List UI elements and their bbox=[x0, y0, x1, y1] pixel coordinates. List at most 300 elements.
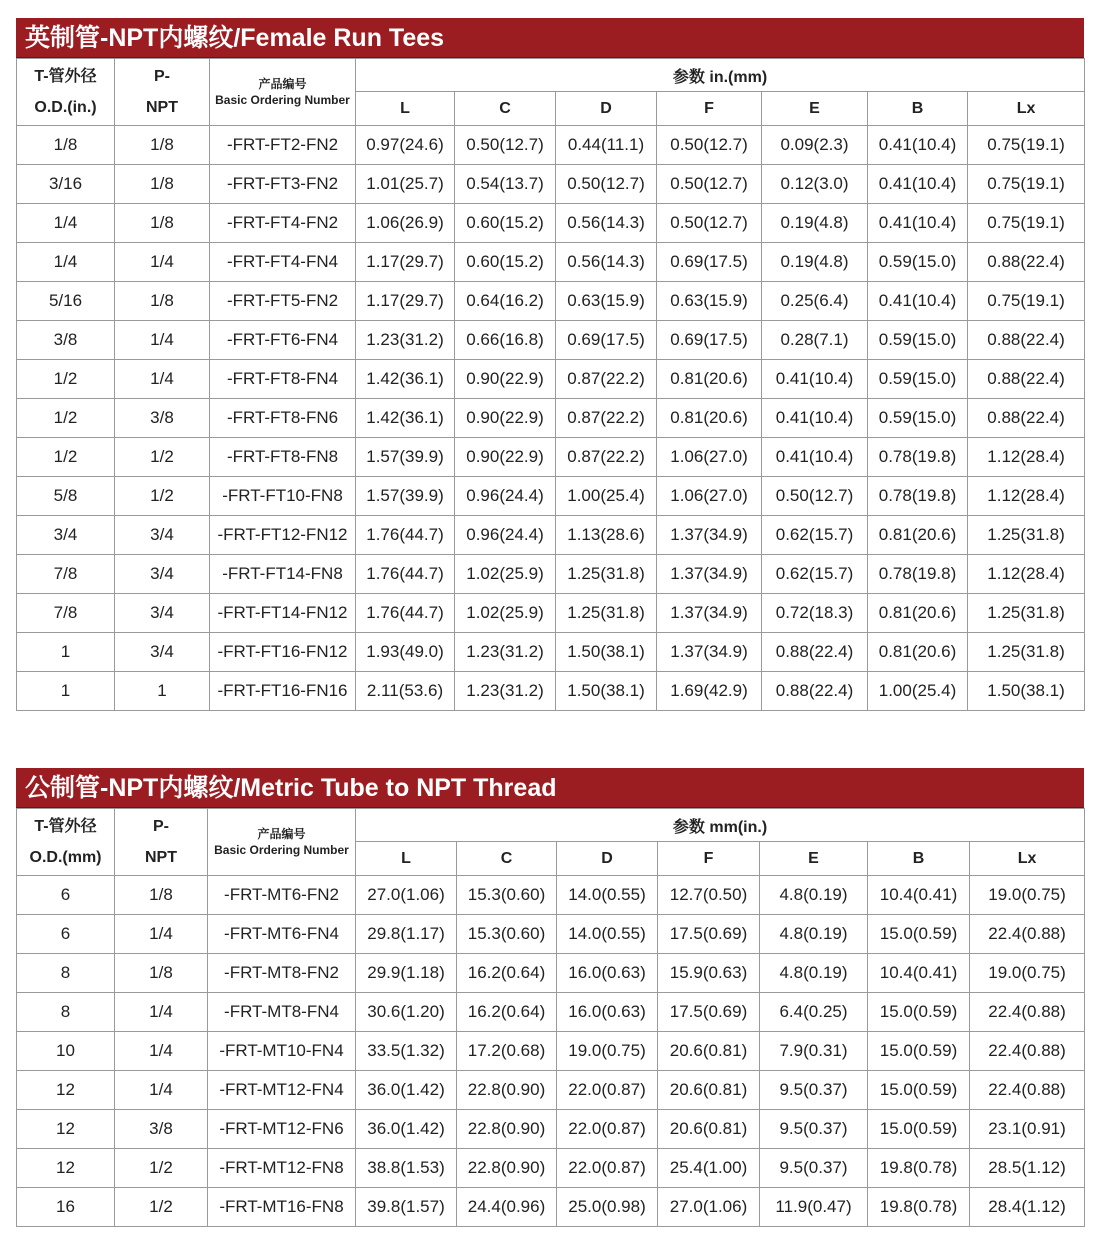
dim-header-c: C bbox=[455, 92, 556, 126]
table-cell: 15.0(0.59) bbox=[868, 1071, 970, 1110]
table-cell: 22.4(0.88) bbox=[970, 1032, 1085, 1071]
table-row bbox=[17, 915, 1085, 954]
col-ordering-en: Basic Ordering Number bbox=[214, 843, 349, 857]
table-cell: 0.78(19.8) bbox=[868, 555, 968, 594]
table-cell: 1.23(31.2) bbox=[455, 633, 556, 672]
table-cell: 15.0(0.59) bbox=[868, 915, 970, 954]
table-cell: 7/8 bbox=[17, 594, 115, 633]
table-cell: 15.0(0.59) bbox=[868, 1110, 970, 1149]
params-header: 参数 in.(mm) bbox=[356, 59, 1085, 92]
dim-header-e: E bbox=[762, 92, 868, 126]
col-npt-line1: P- bbox=[153, 818, 169, 835]
metric-section bbox=[16, 768, 1084, 1227]
table-cell: 0.54(13.7) bbox=[455, 165, 556, 204]
table-cell: 15.3(0.60) bbox=[457, 876, 557, 915]
table-cell: 4.8(0.19) bbox=[760, 915, 868, 954]
table-cell: 3/4 bbox=[115, 516, 210, 555]
table-cell: 0.64(16.2) bbox=[455, 282, 556, 321]
ordering-number-cell: -FRT-FT16-FN16 bbox=[210, 672, 356, 711]
table-row bbox=[17, 672, 1085, 711]
table-cell: 0.50(12.7) bbox=[455, 126, 556, 165]
table-cell: 1 bbox=[17, 672, 115, 711]
table-cell: 0.81(20.6) bbox=[868, 633, 968, 672]
table-cell: 1/4 bbox=[115, 993, 208, 1032]
table-cell: 22.4(0.88) bbox=[970, 1071, 1085, 1110]
table-cell: 0.96(24.4) bbox=[455, 477, 556, 516]
table-cell: 0.41(10.4) bbox=[762, 360, 868, 399]
table-cell: 1/4 bbox=[17, 204, 115, 243]
table-cell: 16.2(0.64) bbox=[457, 993, 557, 1032]
table-cell: 0.63(15.9) bbox=[556, 282, 657, 321]
table-cell: 9.5(0.37) bbox=[760, 1149, 868, 1188]
table-row bbox=[17, 954, 1085, 993]
ordering-number-cell: -FRT-FT8-FN8 bbox=[210, 438, 356, 477]
table-cell: 0.50(12.7) bbox=[657, 165, 762, 204]
table-cell: 1/8 bbox=[115, 165, 210, 204]
table-cell: 6 bbox=[17, 915, 115, 954]
table-cell: 1.76(44.7) bbox=[356, 594, 455, 633]
table-cell: 0.97(24.6) bbox=[356, 126, 455, 165]
table-row bbox=[17, 204, 1085, 243]
col-npt-line2: NPT bbox=[145, 849, 177, 866]
params-header: 参数 mm(in.) bbox=[356, 809, 1085, 842]
ordering-number-cell: -FRT-FT3-FN2 bbox=[210, 165, 356, 204]
table-cell: 1/2 bbox=[17, 399, 115, 438]
table-cell: 0.75(19.1) bbox=[968, 282, 1085, 321]
table-cell: 1.69(42.9) bbox=[657, 672, 762, 711]
table-cell: 0.88(22.4) bbox=[762, 672, 868, 711]
ordering-number-cell: -FRT-MT16-FN8 bbox=[208, 1188, 356, 1227]
table-cell: 5/16 bbox=[17, 282, 115, 321]
ordering-number-cell: -FRT-MT8-FN4 bbox=[208, 993, 356, 1032]
table-cell: 0.88(22.4) bbox=[762, 633, 868, 672]
table-cell: 1/2 bbox=[17, 360, 115, 399]
table-cell: 6.4(0.25) bbox=[760, 993, 868, 1032]
table-cell: 0.72(18.3) bbox=[762, 594, 868, 633]
table-cell: 0.81(20.6) bbox=[657, 360, 762, 399]
table-cell: 0.69(17.5) bbox=[657, 321, 762, 360]
table-cell: 25.0(0.98) bbox=[557, 1188, 658, 1227]
table-row bbox=[17, 555, 1085, 594]
table-cell: 0.41(10.4) bbox=[762, 438, 868, 477]
table-cell: 0.41(10.4) bbox=[762, 399, 868, 438]
table-cell: 0.75(19.1) bbox=[968, 204, 1085, 243]
metric-title: 公制管-NPT内螺纹/Metric Tube to NPT Thread bbox=[16, 768, 1084, 808]
ordering-number-cell: -FRT-FT4-FN4 bbox=[210, 243, 356, 282]
table-cell: 0.59(15.0) bbox=[868, 360, 968, 399]
dim-header-f: F bbox=[658, 842, 760, 876]
table-cell: 19.0(0.75) bbox=[557, 1032, 658, 1071]
table-cell: 17.2(0.68) bbox=[457, 1032, 557, 1071]
table-cell: 3/8 bbox=[115, 399, 210, 438]
col-ordering-header bbox=[208, 809, 356, 876]
table-cell: 1.25(31.8) bbox=[556, 555, 657, 594]
table-cell: 1/4 bbox=[17, 243, 115, 282]
table-cell: 1.02(25.9) bbox=[455, 555, 556, 594]
table-cell: 1.42(36.1) bbox=[356, 399, 455, 438]
table-cell: 15.0(0.59) bbox=[868, 1032, 970, 1071]
table-row bbox=[17, 243, 1085, 282]
table-cell: 3/8 bbox=[115, 1110, 208, 1149]
table-cell: 0.50(12.7) bbox=[657, 204, 762, 243]
ordering-number-cell: -FRT-MT8-FN2 bbox=[208, 954, 356, 993]
table-cell: 1/8 bbox=[115, 282, 210, 321]
table-cell: 1.50(38.1) bbox=[556, 672, 657, 711]
table-cell: 1/4 bbox=[115, 915, 208, 954]
table-cell: 1.25(31.8) bbox=[556, 594, 657, 633]
table-cell: 1 bbox=[17, 633, 115, 672]
table-cell: 1.50(38.1) bbox=[556, 633, 657, 672]
table-cell: 39.8(1.57) bbox=[356, 1188, 457, 1227]
ordering-number-cell: -FRT-MT6-FN4 bbox=[208, 915, 356, 954]
table-cell: 10.4(0.41) bbox=[868, 876, 970, 915]
table-cell: 1.57(39.9) bbox=[356, 477, 455, 516]
table-row bbox=[17, 876, 1085, 915]
table-cell: 12.7(0.50) bbox=[658, 876, 760, 915]
table-cell: 0.50(12.7) bbox=[762, 477, 868, 516]
table-cell: 1/4 bbox=[115, 321, 210, 360]
table-cell: 1.23(31.2) bbox=[455, 672, 556, 711]
table-cell: 0.41(10.4) bbox=[868, 165, 968, 204]
table-cell: 0.25(6.4) bbox=[762, 282, 868, 321]
ordering-number-cell: -FRT-FT12-FN12 bbox=[210, 516, 356, 555]
table-row bbox=[17, 1149, 1085, 1188]
table-cell: 25.4(1.00) bbox=[658, 1149, 760, 1188]
table-cell: 10.4(0.41) bbox=[868, 954, 970, 993]
table-cell: 0.19(4.8) bbox=[762, 243, 868, 282]
col-od-header bbox=[17, 59, 115, 126]
table-cell: 16.0(0.63) bbox=[557, 993, 658, 1032]
table-cell: 1.37(34.9) bbox=[657, 555, 762, 594]
dim-header-f: F bbox=[657, 92, 762, 126]
table-cell: 0.50(12.7) bbox=[556, 165, 657, 204]
table-cell: 0.69(17.5) bbox=[556, 321, 657, 360]
table-cell: 22.8(0.90) bbox=[457, 1149, 557, 1188]
dim-header-lx: Lx bbox=[968, 92, 1085, 126]
ordering-number-cell: -FRT-MT6-FN2 bbox=[208, 876, 356, 915]
ordering-number-cell: -FRT-FT16-FN12 bbox=[210, 633, 356, 672]
table-cell: 0.41(10.4) bbox=[868, 204, 968, 243]
table-cell: 28.4(1.12) bbox=[970, 1188, 1085, 1227]
table-cell: 15.3(0.60) bbox=[457, 915, 557, 954]
table-cell: 29.9(1.18) bbox=[356, 954, 457, 993]
table-cell: 0.28(7.1) bbox=[762, 321, 868, 360]
table-cell: 17.5(0.69) bbox=[658, 993, 760, 1032]
table-cell: 9.5(0.37) bbox=[760, 1110, 868, 1149]
col-npt-header bbox=[115, 59, 210, 126]
table-cell: 7/8 bbox=[17, 555, 115, 594]
table-cell: 0.62(15.7) bbox=[762, 555, 868, 594]
table-cell: 0.88(22.4) bbox=[968, 321, 1085, 360]
table-cell: 0.09(2.3) bbox=[762, 126, 868, 165]
table-cell: 1.50(38.1) bbox=[968, 672, 1085, 711]
table-cell: 0.90(22.9) bbox=[455, 438, 556, 477]
table-cell: 22.0(0.87) bbox=[557, 1110, 658, 1149]
table-cell: 10 bbox=[17, 1032, 115, 1071]
table-cell: 19.8(0.78) bbox=[868, 1188, 970, 1227]
table-cell: 7.9(0.31) bbox=[760, 1032, 868, 1071]
table-cell: 0.88(22.4) bbox=[968, 399, 1085, 438]
table-cell: 30.6(1.20) bbox=[356, 993, 457, 1032]
ordering-number-cell: -FRT-FT14-FN12 bbox=[210, 594, 356, 633]
table-cell: 0.87(22.2) bbox=[556, 399, 657, 438]
col-ordering-en: Basic Ordering Number bbox=[215, 93, 350, 107]
dim-header-lx: Lx bbox=[970, 842, 1085, 876]
table-cell: 20.6(0.81) bbox=[658, 1071, 760, 1110]
table-cell: 14.0(0.55) bbox=[557, 915, 658, 954]
col-od-header bbox=[17, 809, 115, 876]
table-cell: 0.12(3.0) bbox=[762, 165, 868, 204]
table-cell: 1/8 bbox=[115, 876, 208, 915]
ordering-number-cell: -FRT-MT12-FN4 bbox=[208, 1071, 356, 1110]
table-cell: 0.81(20.6) bbox=[868, 594, 968, 633]
table-cell: 0.96(24.4) bbox=[455, 516, 556, 555]
dim-header-b: B bbox=[868, 842, 970, 876]
col-od-line2: O.D.(in.) bbox=[34, 99, 97, 116]
table-cell: 1.02(25.9) bbox=[455, 594, 556, 633]
table-cell: 1.00(25.4) bbox=[556, 477, 657, 516]
table-cell: 0.56(14.3) bbox=[556, 243, 657, 282]
table-cell: 0.81(20.6) bbox=[868, 516, 968, 555]
table-cell: 17.5(0.69) bbox=[658, 915, 760, 954]
table-cell: 6 bbox=[17, 876, 115, 915]
table-cell: 22.4(0.88) bbox=[970, 993, 1085, 1032]
table-cell: 29.8(1.17) bbox=[356, 915, 457, 954]
table-cell: 22.0(0.87) bbox=[557, 1071, 658, 1110]
ordering-number-cell: -FRT-FT14-FN8 bbox=[210, 555, 356, 594]
table-cell: 16.0(0.63) bbox=[557, 954, 658, 993]
table-cell: 0.90(22.9) bbox=[455, 399, 556, 438]
imperial-title: 英制管-NPT内螺纹/Female Run Tees bbox=[16, 18, 1084, 58]
table-cell: 3/8 bbox=[17, 321, 115, 360]
table-cell: 0.59(15.0) bbox=[868, 321, 968, 360]
table-row bbox=[17, 993, 1085, 1032]
table-cell: 1.23(31.2) bbox=[356, 321, 455, 360]
col-ordering-cn: 产品编号 bbox=[258, 77, 307, 91]
table-cell: 1.76(44.7) bbox=[356, 516, 455, 555]
ordering-number-cell: -FRT-FT6-FN4 bbox=[210, 321, 356, 360]
col-npt-line1: P- bbox=[154, 68, 170, 85]
dim-header-b: B bbox=[868, 92, 968, 126]
table-cell: 11.9(0.47) bbox=[760, 1188, 868, 1227]
table-row bbox=[17, 1188, 1085, 1227]
table-cell: 19.0(0.75) bbox=[970, 954, 1085, 993]
table-row bbox=[17, 360, 1085, 399]
table-cell: 1/4 bbox=[115, 1071, 208, 1110]
table-row bbox=[17, 633, 1085, 672]
table-cell: 9.5(0.37) bbox=[760, 1071, 868, 1110]
table-cell: 1.37(34.9) bbox=[657, 516, 762, 555]
table-cell: 0.66(16.8) bbox=[455, 321, 556, 360]
table-cell: 1/2 bbox=[115, 1149, 208, 1188]
table-cell: 24.4(0.96) bbox=[457, 1188, 557, 1227]
table-row bbox=[17, 321, 1085, 360]
table-cell: 0.50(12.7) bbox=[657, 126, 762, 165]
col-od-line1: T-管外径 bbox=[34, 818, 97, 835]
table-cell: 1/8 bbox=[115, 954, 208, 993]
table-cell: 15.9(0.63) bbox=[658, 954, 760, 993]
table-cell: 0.87(22.2) bbox=[556, 438, 657, 477]
table-row bbox=[17, 1071, 1085, 1110]
table-cell: 0.60(15.2) bbox=[455, 204, 556, 243]
table-cell: 36.0(1.42) bbox=[356, 1110, 457, 1149]
table-cell: 4.8(0.19) bbox=[760, 954, 868, 993]
table-cell: 1/2 bbox=[17, 438, 115, 477]
table-row bbox=[17, 1110, 1085, 1149]
table-cell: 1/2 bbox=[115, 438, 210, 477]
table-cell: 0.60(15.2) bbox=[455, 243, 556, 282]
table-cell: 22.8(0.90) bbox=[457, 1071, 557, 1110]
table-cell: 3/4 bbox=[115, 594, 210, 633]
table-cell: 38.8(1.53) bbox=[356, 1149, 457, 1188]
table-cell: 33.5(1.32) bbox=[356, 1032, 457, 1071]
ordering-number-cell: -FRT-FT8-FN6 bbox=[210, 399, 356, 438]
table-cell: 19.8(0.78) bbox=[868, 1149, 970, 1188]
table-cell: 0.87(22.2) bbox=[556, 360, 657, 399]
table-cell: 1.76(44.7) bbox=[356, 555, 455, 594]
table-cell: 0.63(15.9) bbox=[657, 282, 762, 321]
table-cell: 0.75(19.1) bbox=[968, 126, 1085, 165]
table-cell: 0.78(19.8) bbox=[868, 438, 968, 477]
table-cell: 1.25(31.8) bbox=[968, 516, 1085, 555]
imperial-section bbox=[16, 18, 1084, 711]
ordering-number-cell: -FRT-MT12-FN6 bbox=[208, 1110, 356, 1149]
table-row bbox=[17, 516, 1085, 555]
table-cell: 27.0(1.06) bbox=[658, 1188, 760, 1227]
table-cell: 1.01(25.7) bbox=[356, 165, 455, 204]
table-cell: 3/16 bbox=[17, 165, 115, 204]
dim-header-l: L bbox=[356, 92, 455, 126]
table-cell: 1.00(25.4) bbox=[868, 672, 968, 711]
table-cell: 23.1(0.91) bbox=[970, 1110, 1085, 1149]
table-cell: 1.06(27.0) bbox=[657, 477, 762, 516]
table-cell: 1/4 bbox=[115, 243, 210, 282]
table-cell: 1.12(28.4) bbox=[968, 555, 1085, 594]
table-cell: 1/2 bbox=[115, 1188, 208, 1227]
table-cell: 27.0(1.06) bbox=[356, 876, 457, 915]
table-cell: 1.17(29.7) bbox=[356, 243, 455, 282]
table-cell: 1/8 bbox=[17, 126, 115, 165]
table-cell: 1/4 bbox=[115, 1032, 208, 1071]
table-cell: 0.59(15.0) bbox=[868, 243, 968, 282]
ordering-number-cell: -FRT-FT10-FN8 bbox=[210, 477, 356, 516]
table-cell: 0.19(4.8) bbox=[762, 204, 868, 243]
table-cell: 22.0(0.87) bbox=[557, 1149, 658, 1188]
table-cell: 12 bbox=[17, 1071, 115, 1110]
table-cell: 1.06(26.9) bbox=[356, 204, 455, 243]
imperial-table bbox=[16, 58, 1085, 711]
dim-header-d: D bbox=[556, 92, 657, 126]
col-ordering-header bbox=[210, 59, 356, 126]
table-cell: 8 bbox=[17, 993, 115, 1032]
dim-header-e: E bbox=[760, 842, 868, 876]
table-cell: 0.90(22.9) bbox=[455, 360, 556, 399]
table-cell: 1/8 bbox=[115, 126, 210, 165]
table-cell: 1.42(36.1) bbox=[356, 360, 455, 399]
ordering-number-cell: -FRT-FT2-FN2 bbox=[210, 126, 356, 165]
table-cell: 1.37(34.9) bbox=[657, 594, 762, 633]
table-row bbox=[17, 1032, 1085, 1071]
table-cell: 1.37(34.9) bbox=[657, 633, 762, 672]
table-cell: 12 bbox=[17, 1149, 115, 1188]
table-cell: 1.17(29.7) bbox=[356, 282, 455, 321]
table-cell: 1.12(28.4) bbox=[968, 477, 1085, 516]
table-cell: 20.6(0.81) bbox=[658, 1110, 760, 1149]
dim-header-l: L bbox=[356, 842, 457, 876]
table-cell: 19.0(0.75) bbox=[970, 876, 1085, 915]
table-cell: 16.2(0.64) bbox=[457, 954, 557, 993]
table-cell: 15.0(0.59) bbox=[868, 993, 970, 1032]
table-row bbox=[17, 438, 1085, 477]
col-od-line1: T-管外径 bbox=[34, 68, 97, 85]
ordering-number-cell: -FRT-FT8-FN4 bbox=[210, 360, 356, 399]
table-cell: 16 bbox=[17, 1188, 115, 1227]
table-cell: 28.5(1.12) bbox=[970, 1149, 1085, 1188]
table-cell: 0.59(15.0) bbox=[868, 399, 968, 438]
table-cell: 36.0(1.42) bbox=[356, 1071, 457, 1110]
ordering-number-cell: -FRT-MT10-FN4 bbox=[208, 1032, 356, 1071]
table-cell: 5/8 bbox=[17, 477, 115, 516]
table-cell: 2.11(53.6) bbox=[356, 672, 455, 711]
table-cell: 3/4 bbox=[17, 516, 115, 555]
table-cell: 12 bbox=[17, 1110, 115, 1149]
table-row bbox=[17, 282, 1085, 321]
col-od-line2: O.D.(mm) bbox=[29, 849, 102, 866]
table-cell: 1.25(31.8) bbox=[968, 633, 1085, 672]
table-cell: 14.0(0.55) bbox=[557, 876, 658, 915]
table-cell: 1/8 bbox=[115, 204, 210, 243]
ordering-number-cell: -FRT-FT5-FN2 bbox=[210, 282, 356, 321]
col-npt-header bbox=[115, 809, 208, 876]
table-row bbox=[17, 477, 1085, 516]
table-cell: 3/4 bbox=[115, 555, 210, 594]
table-cell: 0.88(22.4) bbox=[968, 243, 1085, 282]
table-cell: 0.56(14.3) bbox=[556, 204, 657, 243]
metric-table bbox=[16, 808, 1085, 1227]
table-cell: 0.75(19.1) bbox=[968, 165, 1085, 204]
table-row bbox=[17, 126, 1085, 165]
table-cell: 8 bbox=[17, 954, 115, 993]
col-ordering-cn: 产品编号 bbox=[257, 827, 306, 841]
table-cell: 0.78(19.8) bbox=[868, 477, 968, 516]
table-cell: 1.12(28.4) bbox=[968, 438, 1085, 477]
table-cell: 0.44(11.1) bbox=[556, 126, 657, 165]
table-cell: 1/2 bbox=[115, 477, 210, 516]
table-cell: 0.81(20.6) bbox=[657, 399, 762, 438]
table-row bbox=[17, 594, 1085, 633]
ordering-number-cell: -FRT-FT4-FN2 bbox=[210, 204, 356, 243]
table-cell: 22.4(0.88) bbox=[970, 915, 1085, 954]
table-cell: 1/4 bbox=[115, 360, 210, 399]
dim-header-d: D bbox=[557, 842, 658, 876]
table-cell: 1.93(49.0) bbox=[356, 633, 455, 672]
table-row bbox=[17, 165, 1085, 204]
table-cell: 0.62(15.7) bbox=[762, 516, 868, 555]
dim-header-c: C bbox=[457, 842, 557, 876]
table-cell: 0.88(22.4) bbox=[968, 360, 1085, 399]
col-npt-line2: NPT bbox=[146, 99, 178, 116]
table-cell: 1 bbox=[115, 672, 210, 711]
table-cell: 1.06(27.0) bbox=[657, 438, 762, 477]
table-cell: 0.41(10.4) bbox=[868, 126, 968, 165]
table-cell: 1.13(28.6) bbox=[556, 516, 657, 555]
ordering-number-cell: -FRT-MT12-FN8 bbox=[208, 1149, 356, 1188]
table-cell: 1.25(31.8) bbox=[968, 594, 1085, 633]
table-cell: 22.8(0.90) bbox=[457, 1110, 557, 1149]
table-cell: 4.8(0.19) bbox=[760, 876, 868, 915]
table-cell: 1.57(39.9) bbox=[356, 438, 455, 477]
table-cell: 3/4 bbox=[115, 633, 210, 672]
